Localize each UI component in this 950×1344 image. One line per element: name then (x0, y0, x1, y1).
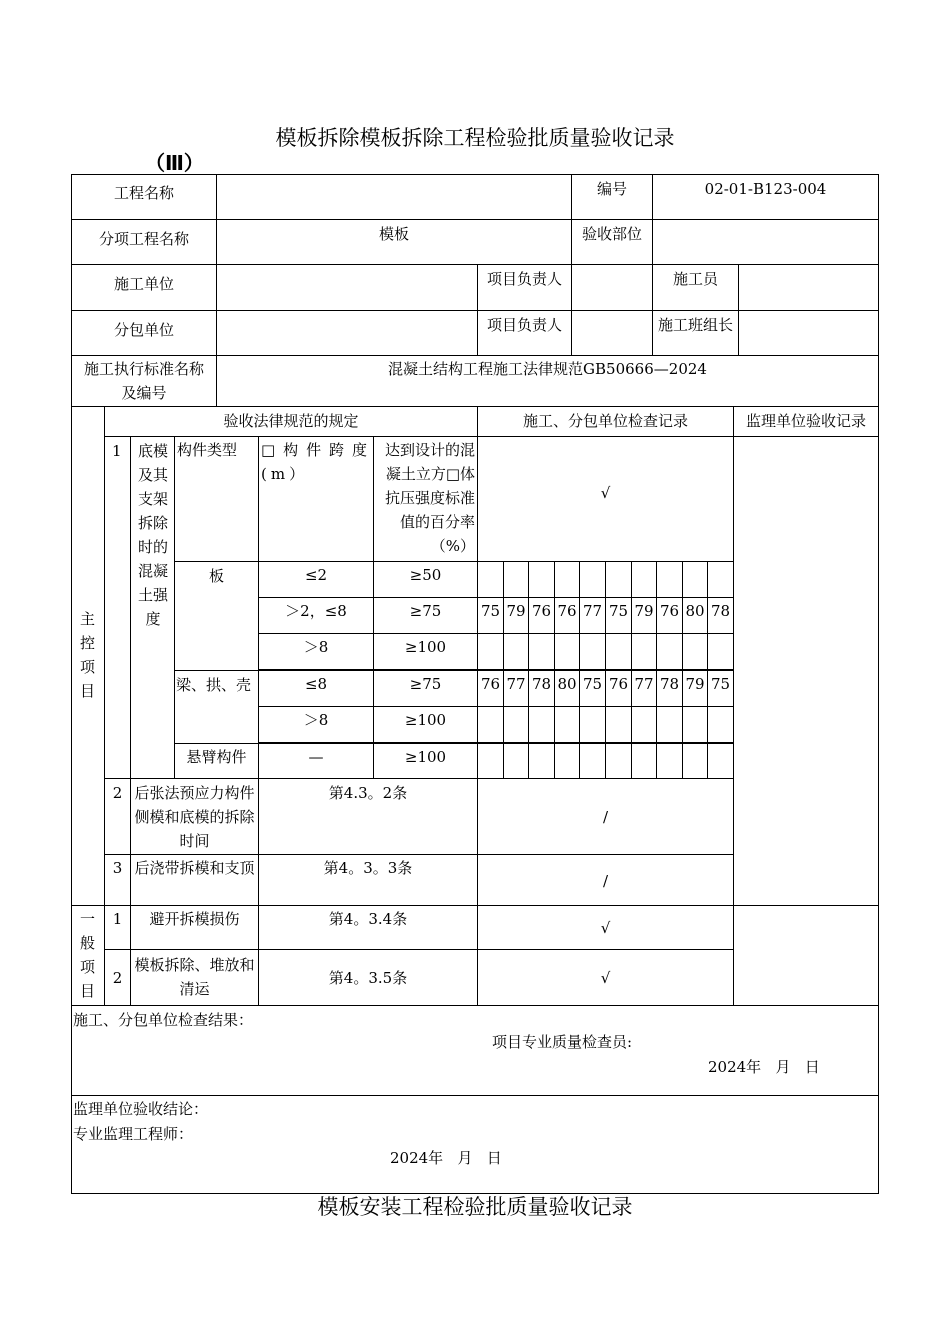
standard-label: 施工执行标准名称 及编号 (71, 355, 217, 407)
general-item2-name: 模板拆除、堆放和清运 (130, 949, 259, 1006)
general-item2-check: √ (477, 949, 734, 1006)
subcontract-unit-label: 分包单位 (71, 310, 217, 356)
main-items-label: 主控项目 (80, 610, 96, 700)
row-span: ≤8 (258, 670, 374, 707)
supervision-conclusion-label: 监理单位验收结论： (73, 1100, 209, 1118)
row-span: — (258, 743, 374, 779)
col-type-header: 构件类型 (174, 436, 259, 562)
measurement-cell (528, 706, 555, 743)
measurement-cell (477, 743, 504, 779)
type-slab: 板 (174, 561, 259, 671)
measurement-cell (554, 706, 580, 743)
measurement-cell: 75 (477, 597, 504, 634)
measurement-cell (605, 561, 632, 598)
general-item1-clause: 第4。3.4条 (258, 905, 478, 950)
general-item1-number: 1 (104, 905, 131, 950)
measurement-cell (682, 633, 708, 670)
item3-number: 3 (104, 854, 131, 906)
measurement-cell: 77 (631, 670, 657, 707)
check-record-header: 施工、分包单位检查记录 (477, 406, 734, 437)
item3-check: / (477, 854, 734, 906)
measurement-cell: 78 (656, 670, 683, 707)
date-1: 2024年 月 日 (708, 1058, 820, 1076)
measurement-cell (579, 706, 606, 743)
measurement-cell (656, 706, 683, 743)
item3-name: 后浇带拆模和支顶 (130, 854, 259, 906)
measurement-cell: 80 (554, 670, 580, 707)
measurement-cell (631, 633, 657, 670)
number-label: 编号 (571, 174, 653, 220)
measurement-cell (528, 633, 555, 670)
measurement-cell: 77 (579, 597, 606, 634)
measurement-cell: 78 (707, 597, 734, 634)
measurement-cell (554, 561, 580, 598)
row-span: ＞2，≤8 (258, 597, 374, 634)
measurement-cell (707, 561, 734, 598)
measurement-cell (477, 561, 504, 598)
team-leader-label: 施工班组长 (652, 310, 739, 356)
measurement-cell: 79 (631, 597, 657, 634)
page-title-suffix: （Ⅲ） (145, 151, 204, 175)
row-strength: ≥75 (373, 597, 478, 634)
measurement-cell (707, 706, 734, 743)
general-supervision-cell (733, 905, 879, 1006)
check-result-label: 施工、分包单位检查结果： (73, 1011, 254, 1029)
row-strength: ≥75 (373, 670, 478, 707)
construction-unit-value (216, 264, 478, 311)
measurement-cell: 79 (503, 597, 529, 634)
subcontract-unit-value (216, 310, 478, 356)
sub-project-value: 模板 (216, 219, 572, 265)
item2-name: 后张法预应力构件侧模和底模的拆除时间 (130, 778, 259, 855)
measurement-cell (528, 561, 555, 598)
item1-check: √ (477, 436, 734, 562)
measurement-cell: 76 (554, 597, 580, 634)
measurement-cell: 79 (682, 670, 708, 707)
measurement-cell (656, 743, 683, 779)
measurement-cell (605, 743, 632, 779)
measurement-cell: 76 (528, 597, 555, 634)
constructor-label: 施工员 (652, 264, 739, 311)
row-span: ≤2 (258, 561, 374, 598)
measurement-cell (579, 633, 606, 670)
measurement-cell (579, 743, 606, 779)
measurement-cell: 76 (477, 670, 504, 707)
measurement-cell (707, 633, 734, 670)
item1-name: 底模及其支架拆除时的混凝土强度 (137, 442, 168, 628)
subcontract-manager-value (571, 310, 653, 356)
main-supervision-cell (733, 436, 879, 906)
measurement-cell (528, 743, 555, 779)
measurement-cell: 80 (682, 597, 708, 634)
standard-value: 混凝土结构工程施工法律规范GB50666—2024 (216, 355, 879, 407)
item2-clause: 第4.3。2条 (258, 778, 478, 855)
general-items-label: 一般项目 (80, 910, 96, 1000)
row-strength: ≥100 (373, 743, 478, 779)
measurement-cell (707, 743, 734, 779)
row-span: ＞8 (258, 633, 374, 670)
measurement-cell (682, 706, 708, 743)
measurement-cell: 78 (528, 670, 555, 707)
page-title: 模板拆除模板拆除工程检验批质量验收记录 (275, 126, 675, 150)
measurement-cell (682, 743, 708, 779)
team-leader-value (738, 310, 879, 356)
supervisor-label: 专业监理工程师： (73, 1125, 194, 1143)
sub-project-label: 分项工程名称 (71, 219, 217, 265)
project-name-label: 工程名称 (71, 174, 217, 220)
measurement-cell (631, 706, 657, 743)
next-section-title: 模板安装工程检验批质量验收记录 (317, 1195, 633, 1219)
measurement-cell: 75 (605, 597, 632, 634)
measurement-cell (477, 706, 504, 743)
measurement-cell (554, 633, 580, 670)
measurement-cell (579, 561, 606, 598)
measurement-cell (656, 561, 683, 598)
measurement-cell (503, 561, 529, 598)
row-strength: ≥50 (373, 561, 478, 598)
subcontract-manager-label: 项目负责人 (477, 310, 572, 356)
type-cantilever: 悬臂构件 (174, 743, 259, 779)
row-strength: ≥100 (373, 633, 478, 670)
measurement-cell: 76 (605, 670, 632, 707)
general-item1-name: 避开拆模损伤 (130, 905, 259, 950)
col-span-header: □构件跨度(m） (258, 436, 374, 562)
measurement-cell (631, 561, 657, 598)
item3-clause: 第4。3。3条 (258, 854, 478, 906)
measurement-cell: 77 (503, 670, 529, 707)
construction-unit-label: 施工单位 (71, 264, 217, 311)
general-item2-number: 2 (104, 949, 131, 1006)
measurement-cell (503, 743, 529, 779)
measurement-cell (503, 706, 529, 743)
inspection-part-label: 验收部位 (571, 219, 653, 265)
date-2: 2024年 月 日 (390, 1149, 502, 1167)
project-manager-label: 项目负责人 (477, 264, 572, 311)
item2-check: / (477, 778, 734, 855)
general-item2-clause: 第4。3.5条 (258, 949, 478, 1006)
measurement-cell (503, 633, 529, 670)
inspector-label: 项目专业质量检查员: (492, 1033, 633, 1051)
general-item1-check: √ (477, 905, 734, 950)
measurement-cell: 75 (579, 670, 606, 707)
measurement-cell (477, 633, 504, 670)
project-manager-value (571, 264, 653, 311)
supervision-record-header: 监理单位验收记录 (733, 406, 879, 437)
item1-number-cell (104, 436, 131, 779)
measurement-cell (605, 706, 632, 743)
project-name-value (216, 174, 572, 220)
measurement-cell (605, 633, 632, 670)
col-strength-header: 达到设计的混凝土立方□体抗压强度标准值的百分率（%） (373, 436, 478, 562)
item2-number: 2 (104, 778, 131, 855)
spec-column-header: 验收法律规范的规定 (104, 406, 478, 437)
measurement-cell (682, 561, 708, 598)
constructor-value (738, 264, 879, 311)
item1-number: 1 (112, 442, 122, 460)
measurement-cell (554, 743, 580, 779)
row-strength: ≥100 (373, 706, 478, 743)
type-beam: 梁、拱、壳 (174, 670, 259, 744)
measurement-cell (631, 743, 657, 779)
measurement-cell: 76 (656, 597, 683, 634)
number-value: 02-01-B123-004 (652, 174, 879, 220)
measurement-cell: 75 (707, 670, 734, 707)
measurement-cell (656, 633, 683, 670)
inspection-part-value (652, 219, 879, 265)
row-span: ＞8 (258, 706, 374, 743)
